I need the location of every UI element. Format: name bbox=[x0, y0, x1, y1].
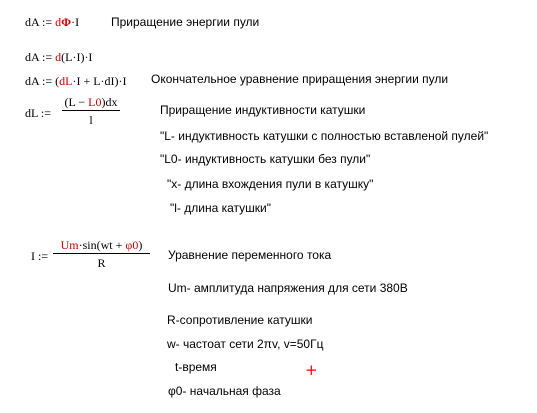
equation-rest: ·I bbox=[71, 15, 80, 29]
comment-final-equation: Окончательное уравнение приращения энергии пули bbox=[151, 72, 449, 86]
num-um: Um bbox=[60, 238, 79, 252]
lhs-i-text: I bbox=[31, 249, 35, 263]
assign-operator: := bbox=[39, 74, 56, 88]
assign-operator: := bbox=[37, 106, 51, 120]
insertion-cursor-icon: + bbox=[305, 361, 318, 379]
differential-d: d bbox=[55, 15, 62, 29]
fraction-dl[interactable] bbox=[62, 95, 120, 127]
note-t: t-время bbox=[175, 360, 217, 374]
open-paren: ( bbox=[55, 74, 60, 88]
comment-energy-increment: Приращение энергии пули bbox=[111, 15, 260, 29]
lhs-dl-text: dL bbox=[25, 106, 38, 120]
fraction-numerator bbox=[62, 95, 120, 109]
assign-operator: := bbox=[35, 249, 49, 263]
num-open: (L − bbox=[64, 95, 89, 109]
fraction-numerator bbox=[53, 238, 150, 252]
fraction-bar bbox=[53, 253, 150, 254]
note-r: R-сопротивление катушки bbox=[167, 313, 313, 327]
fraction-bar bbox=[62, 110, 120, 111]
equation-rest: ·I + L·dI)·I bbox=[72, 74, 127, 88]
assign-operator: := bbox=[39, 15, 56, 29]
differential-dl: dL bbox=[59, 74, 73, 88]
flux-phi: Φ bbox=[61, 15, 72, 29]
fraction-denominator: R bbox=[97, 256, 106, 270]
note-w: w- частоат сети 2πv, v=50Гц bbox=[167, 337, 324, 351]
equation-1[interactable] bbox=[25, 15, 79, 29]
fraction-current[interactable] bbox=[53, 238, 150, 270]
equation-rest: (L·I)·I bbox=[61, 50, 93, 64]
fraction-denominator: l bbox=[89, 113, 93, 127]
num-l0: L0 bbox=[88, 95, 102, 109]
note-um: Um- амплитуда напряжения для сети 380В bbox=[168, 281, 408, 295]
num-close: ) bbox=[138, 238, 143, 252]
lhs-da: dA bbox=[25, 15, 40, 29]
comment-ac-equation: Уравнение переменного тока bbox=[168, 248, 332, 262]
equation-3[interactable] bbox=[25, 74, 127, 88]
note-l: "L- индуктивность катушки с полностью вставленой пулей" bbox=[160, 129, 489, 143]
assign-operator: := bbox=[39, 50, 56, 64]
lhs-i[interactable] bbox=[31, 249, 48, 263]
lhs-dl[interactable] bbox=[25, 106, 51, 120]
num-phi0: φ0 bbox=[125, 238, 139, 252]
num-close: )dx bbox=[101, 95, 118, 109]
lhs-da: dA bbox=[25, 50, 40, 64]
note-phi0: φ0- начальная фаза bbox=[168, 384, 281, 398]
equation-2[interactable] bbox=[25, 50, 92, 64]
note-l-length: "l- длина катушки" bbox=[170, 201, 271, 215]
note-l0: "L0- индуктивность катушки без пули" bbox=[160, 152, 371, 166]
num-sin: ·sin(wt + bbox=[78, 238, 126, 252]
note-x: "x- длина вхождения пули в катушку" bbox=[167, 177, 374, 191]
lhs-da: dA bbox=[25, 74, 40, 88]
differential-d: d bbox=[55, 50, 62, 64]
comment-inductance-increment: Приращение индуктивности катушки bbox=[160, 103, 366, 117]
